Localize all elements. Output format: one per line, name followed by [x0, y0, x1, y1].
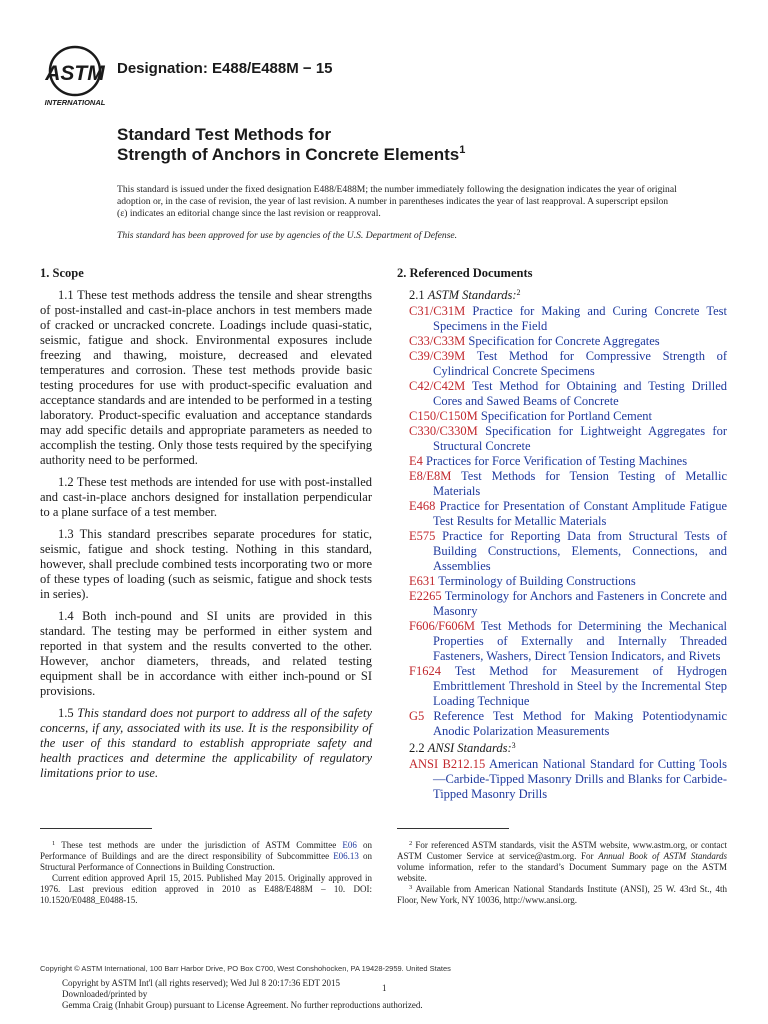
- scope-para-2: 1.2 These test methods are intended for use with post-installed and cast-in-place anchors designed for installation perpendicular to a plane surface of a test member.: [40, 475, 372, 519]
- footnote-3: [397, 884, 727, 906]
- astm-standards-subhead: [409, 288, 727, 303]
- footnote-1-mark: 1: [52, 840, 56, 847]
- scope-para-5-number: 1.5: [58, 706, 74, 720]
- reference-code-link[interactable]: E8/E8M: [409, 469, 452, 483]
- reference-code-link[interactable]: G5: [409, 709, 425, 723]
- footnote-1-edition: Current edition approved April 15, 2015. Published May 2015. Originally approved in 1976. Last previous edition approved in 2010 as E488/E488M – 10. DOI: 10.1520/E0488_E0488-15.: [40, 873, 372, 905]
- scope-para-3: 1.3 This standard prescribes separate procedures for static, seismic, fatigue and shock testing. Nothing in this standard, however, shall preclude combined tests incorporating two or more of these types of loading (such as seismic, fatigue and shock tests in series).: [40, 527, 372, 601]
- astm-subhead-label: ASTM Standards:: [427, 288, 517, 302]
- reference-title-link[interactable]: Test Method for Measurement of Hydrogen Embrittlement Threshold in Steel by the Incremental Step Loading Technique: [433, 664, 727, 708]
- standard-notice: This standard is issued under the fixed designation E488/E488M; the number immediately following the designation indicates the year of original adoption or, in the case of revision, the year of last revision. A number in parentheses indicates the year of last reapproval. A superscript epsilon (ε) indicates an editorial change since the last revision or reapproval.: [117, 184, 677, 219]
- committee-link[interactable]: E06: [342, 840, 357, 850]
- reference-item: [409, 757, 727, 802]
- title-footnote-mark: 1: [459, 144, 466, 156]
- reference-title-link[interactable]: American National Standard for Cutting Tools—Carbide-Tipped Masonry Drills and Blanks for Carbide-Tipped Masonry Drills: [433, 757, 727, 801]
- scope-heading: 1. Scope: [40, 266, 84, 280]
- refs-heading: 2. Referenced Documents: [397, 266, 533, 280]
- logo-subtext: INTERNATIONAL: [44, 98, 106, 107]
- licensing-block: [62, 978, 662, 1011]
- left-column: [40, 266, 372, 788]
- ansi-subhead-mark: 3: [511, 741, 516, 750]
- reference-title-link[interactable]: Test Method for Obtaining and Testing Drilled Cores and Sawed Beams of Concrete: [433, 379, 728, 408]
- reference-title-link[interactable]: Test Method for Compressive Strength of Cylindrical Concrete Specimens: [433, 349, 728, 378]
- reference-item: [409, 349, 727, 379]
- scope-para-4: 1.4 Both inch-pound and SI units are provided in this standard. The testing may be performed in either system and reported in that system and the results converted to the other. However, anchor diameters, threads, and related testing equipment shall be in accordance with either inch-pound or SI provisions.: [40, 609, 372, 698]
- reference-code-link[interactable]: F606/F606M: [409, 619, 475, 633]
- reference-code-link[interactable]: E631: [409, 574, 436, 588]
- dod-notice: This standard has been approved for use by agencies of the U.S. Department of Defense.: [117, 230, 458, 241]
- reference-item: [409, 529, 727, 574]
- reference-item: [409, 664, 727, 709]
- footnote-rule-left: [40, 828, 152, 829]
- reference-item: [409, 574, 727, 589]
- designation: Designation: E488/E488M − 15: [117, 60, 333, 77]
- ansi-reference-list: [397, 757, 727, 802]
- footnote-2-italic: Annual Book of ASTM Standards: [598, 851, 728, 861]
- reference-item: [409, 334, 727, 349]
- reference-title-link[interactable]: Test Methods for Tension Testing of Metallic Materials: [433, 469, 727, 498]
- page-number: 1: [382, 983, 387, 993]
- reference-item: [409, 409, 727, 424]
- reference-title-link[interactable]: Specification for Lightweight Aggregates for Structural Concrete: [433, 424, 727, 453]
- astm-subhead-mark: 2: [516, 288, 521, 297]
- reference-code-link[interactable]: C39/C39M: [409, 349, 466, 363]
- subcommittee-link[interactable]: E06.13: [333, 851, 359, 861]
- astm-subhead-number: 2.1: [409, 288, 425, 302]
- reference-title-link[interactable]: Test Methods for Determining the Mechanical Properties of Externally and Internally Threaded Fasteners, Washers, Direct Tension Indicators, and Rivets: [433, 619, 727, 663]
- footnote-2: [397, 840, 727, 884]
- reference-title-link[interactable]: Terminology of Building Constructions: [438, 574, 636, 588]
- ansi-subhead-label: ANSI Standards:: [427, 741, 512, 755]
- reference-title-link[interactable]: Practice for Presentation of Constant Amplitude Fatigue Test Results for Metallic Materials: [433, 499, 727, 528]
- reference-code-link[interactable]: E575: [409, 529, 436, 543]
- title-line-1: Standard Test Methods for: [117, 125, 332, 144]
- reference-item: [409, 589, 727, 619]
- footnotes-left: [40, 840, 372, 906]
- scope-para-5-text: This standard does not purport to address all of the safety concerns, if any, associated with its use. It is the responsibility of the user of this standard to establish appropriate safety and health practices and determine the applicability of regulatory limitations prior to use.: [40, 706, 372, 780]
- astm-reference-list: [397, 304, 727, 739]
- title-line-2-text: Strength of Anchors in Concrete Elements: [117, 145, 460, 164]
- footnotes-right: [397, 840, 727, 906]
- reference-item: [409, 304, 727, 334]
- licensing-line-3: Gemma Craig (Inhabit Group) pursuant to License Agreement. No further reproductions authorized.: [62, 1000, 423, 1010]
- footnote-3-text: Available from American National Standards Institute (ANSI), 25 W. 43rd St., 4th Floor, New York, NY 10036, http://www.ansi.org.: [397, 884, 727, 905]
- licensing-line-2: Downloaded/printed by: [62, 989, 148, 999]
- footnote-2-text-b: volume information, refer to the standard’s Document Summary page on the ASTM website.: [397, 862, 727, 883]
- reference-item: [409, 619, 727, 664]
- reference-code-link[interactable]: C330/C330M: [409, 424, 478, 438]
- licensing-line-1: Copyright by ASTM Int'l (all rights reserved); Wed Jul 8 20:17:36 EDT 2015: [62, 978, 341, 988]
- title-line-2: [117, 145, 677, 165]
- ansi-subhead-number: 2.2: [409, 741, 425, 755]
- reference-item: [409, 379, 727, 409]
- reference-code-link[interactable]: C150/C150M: [409, 409, 478, 423]
- reference-code-link[interactable]: F1624: [409, 664, 441, 678]
- astm-logo: [42, 44, 112, 108]
- reference-title-link[interactable]: Specification for Concrete Aggregates: [468, 334, 660, 348]
- reference-code-link[interactable]: E468: [409, 499, 436, 513]
- reference-title-link[interactable]: Reference Test Method for Making Potentiodynamic Anodic Polarization Measurements: [433, 709, 728, 738]
- reference-item: [409, 499, 727, 529]
- footnote-1-text-c: on Structural Performance of Connections in Building Construction.: [40, 851, 373, 872]
- reference-code-link[interactable]: ANSI B212.15: [409, 757, 486, 771]
- scope-para-5: [40, 706, 372, 781]
- footnote-rule-right: [397, 828, 509, 829]
- ansi-standards-subhead: [409, 741, 727, 756]
- reference-item: [409, 454, 727, 469]
- reference-code-link[interactable]: E4: [409, 454, 423, 468]
- footnote-2-mark: 2: [409, 840, 413, 847]
- footnote-2-text-a: For referenced ASTM standards, visit the ASTM website, www.astm.org, or contact ASTM Customer Service at service@astm.org. For: [397, 840, 728, 861]
- reference-item: [409, 469, 727, 499]
- logo-wordmark: ASTM: [45, 62, 105, 85]
- copyright-line: Copyright © ASTM International, 100 Barr Harbor Drive, PO Box C700, West Conshohocken, PA 19428-2959. United States: [40, 964, 451, 973]
- reference-title-link[interactable]: Terminology for Anchors and Fasteners in Concrete and Masonry: [433, 589, 727, 618]
- reference-title-link[interactable]: Specification for Portland Cement: [480, 409, 653, 423]
- reference-code-link[interactable]: C31/C31M: [409, 304, 466, 318]
- reference-code-link[interactable]: E2265: [409, 589, 442, 603]
- right-column: [397, 266, 727, 802]
- reference-item: [409, 709, 727, 739]
- footnote-1-text-b: on Performance of Buildings and are the direct responsibility of Subcommittee: [40, 840, 373, 861]
- reference-title-link[interactable]: Practice for Reporting Data from Structural Tests of Building Constructions, Elements, Connections, and Assemblies: [433, 529, 728, 573]
- reference-code-link[interactable]: C42/C42M: [409, 379, 466, 393]
- reference-item: [409, 424, 727, 454]
- scope-para-1: 1.1 These test methods address the tensile and shear strengths of post-installed and cast-in-place anchors in test members made of cracked or uncracked concrete. Loadings include quasi-static, seismic, fatigue and shock. Environmental exposures include freezing and thawing, moisture, decreased and elevated temperatures and corrosion. These test methods provide basic testing procedures for use with product-specific evaluation and acceptance standards and are intended to be performed in a testing laboratory. Product-specific evaluation and acceptance standards may add specific details and appropriate parameters as needed to accomplish the testing. Only those tests required by the specifying authority need to be performed.: [40, 288, 372, 467]
- footnote-3-mark: 3: [409, 884, 413, 891]
- reference-code-link[interactable]: C33/C33M: [409, 334, 466, 348]
- reference-title-link[interactable]: Practice for Making and Curing Concrete Test Specimens in the Field: [433, 304, 728, 333]
- footnote-1-text-a: These test methods are under the jurisdiction of ASTM Committee: [61, 840, 337, 850]
- footnote-1: [40, 840, 372, 873]
- document-title: [117, 125, 677, 165]
- reference-title-link[interactable]: Practices for Force Verification of Testing Machines: [426, 454, 688, 468]
